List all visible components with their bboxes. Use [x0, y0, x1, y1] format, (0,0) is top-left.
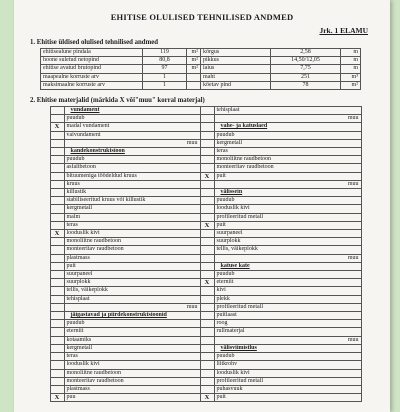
general-data-cell: maapealne korruste arv	[41, 73, 143, 81]
materials-table	[40, 106, 362, 402]
materials-row	[40, 197, 361, 205]
margin-cell	[40, 213, 50, 221]
left-mark-cell	[50, 164, 64, 172]
general-data-cell: 2,58	[271, 49, 341, 57]
general-data-cell: 1	[143, 81, 187, 89]
left-mark-cell	[50, 156, 64, 164]
document-title: EHITISE OLULISED TEHNILISED ANDMED	[110, 12, 294, 22]
margin-cell	[40, 107, 50, 115]
right-material-label: kergmetall	[214, 139, 361, 147]
document-subtitle: Jrk. 1 ELAMU	[319, 26, 368, 35]
left-material-label: puu	[64, 394, 200, 402]
margin-cell	[40, 344, 50, 352]
right-material-label: rullmaterjal	[214, 328, 361, 336]
materials-row	[40, 320, 361, 328]
margin-cell	[40, 369, 50, 377]
left-mark-cell	[50, 172, 64, 180]
left-mark-cell	[50, 115, 64, 123]
right-material-label: tellis, väikeplokk	[214, 246, 361, 254]
left-mark-cell	[50, 148, 64, 156]
margin-cell	[40, 148, 50, 156]
margin-cell	[40, 279, 50, 287]
margin-cell	[40, 221, 50, 229]
margin-cell	[40, 271, 50, 279]
left-material-label: looduslik kivi	[64, 230, 200, 238]
materials-row	[40, 336, 361, 344]
left-mark-cell	[50, 221, 64, 229]
left-material-label: madal vundament	[64, 123, 200, 131]
materials-row	[40, 303, 361, 311]
general-data-cell: hoone suletud netopind	[41, 57, 143, 65]
right-mark-cell: X	[200, 279, 214, 287]
right-mark-cell	[200, 254, 214, 262]
right-material-label: looduslik kivi	[214, 369, 361, 377]
general-data-cell: ehitise avatud brutopind	[41, 65, 143, 73]
right-mark-cell	[200, 312, 214, 320]
margin-cell	[40, 385, 50, 393]
right-mark-cell: X	[200, 172, 214, 180]
materials-row	[40, 205, 361, 213]
left-mark-cell	[50, 107, 64, 115]
margin-cell	[40, 262, 50, 270]
right-mark-cell	[200, 107, 214, 115]
right-mark-cell	[200, 295, 214, 303]
left-group-heading: jäigastavad ja piirdekonstruktsioonid	[64, 312, 200, 320]
general-data-cell: 14,50/12,05	[271, 57, 341, 65]
margin-cell	[40, 123, 50, 131]
margin-cell	[40, 246, 50, 254]
left-mark-cell	[50, 197, 64, 205]
right-material-label: puitlaast	[214, 312, 361, 320]
right-material-label: muu	[214, 115, 361, 123]
left-material-label: vaivundament	[64, 131, 200, 139]
right-mark-cell	[200, 328, 214, 336]
materials-row	[40, 238, 361, 246]
margin-cell	[40, 394, 50, 402]
materials-row	[40, 279, 361, 287]
right-material-label: puit	[214, 394, 361, 402]
materials-row	[40, 328, 361, 336]
general-data-cell: m	[341, 65, 361, 73]
right-material-label: liitkrohv	[214, 361, 361, 369]
margin-cell	[40, 180, 50, 188]
general-data-cell: 119	[143, 49, 187, 57]
margin-cell	[40, 189, 50, 197]
left-material-label: muu	[64, 303, 200, 311]
right-material-label: teras	[214, 148, 361, 156]
left-mark-cell: X	[50, 394, 64, 402]
left-material-label: asfaltbetoon	[64, 164, 200, 172]
general-data-cell	[187, 81, 201, 89]
left-material-label: teras	[64, 221, 200, 229]
right-material-label: profileeritud metall	[214, 303, 361, 311]
left-material-label: muu	[64, 139, 200, 147]
left-material-label: plastmass	[64, 254, 200, 262]
right-group-heading: vahe- ja katuslaed	[214, 123, 361, 131]
right-material-label: puit	[214, 172, 361, 180]
right-mark-cell	[200, 385, 214, 393]
margin-cell	[40, 115, 50, 123]
right-mark-cell	[200, 262, 214, 270]
right-material-label: puudub	[214, 353, 361, 361]
left-material-label: monteeritav raudbetoon	[64, 377, 200, 385]
materials-row	[40, 246, 361, 254]
margin-cell	[40, 254, 50, 262]
right-material-label: muu	[214, 254, 361, 262]
margin-cell	[40, 131, 50, 139]
left-material-label: suurpaneel	[64, 271, 200, 279]
left-mark-cell	[50, 320, 64, 328]
materials-row	[40, 312, 361, 320]
general-data-table	[40, 48, 361, 90]
materials-row	[40, 254, 361, 262]
left-mark-cell	[50, 189, 64, 197]
right-mark-cell	[200, 189, 214, 197]
margin-cell	[40, 336, 50, 344]
right-material-label: kivi	[214, 287, 361, 295]
left-material-label: puit	[64, 262, 200, 270]
right-mark-cell	[200, 115, 214, 123]
section2-title: 2. Ehitise materjalid (märkida X või"muu" korral materjal)	[30, 97, 205, 104]
materials-row	[40, 287, 361, 295]
right-material-label: roog	[214, 320, 361, 328]
materials-row	[40, 180, 361, 188]
left-material-label: monoliitne raudbetoon	[64, 238, 200, 246]
right-material-label: suurplokk	[214, 238, 361, 246]
general-data-cell: 80,8	[143, 57, 187, 65]
right-group-heading: välissein	[214, 189, 361, 197]
right-material-label: puit	[214, 221, 361, 229]
left-mark-cell: X	[50, 123, 64, 131]
left-mark-cell	[50, 205, 64, 213]
left-material-label: monoliitne raudbetoon	[64, 369, 200, 377]
left-material-label: suurplokk	[64, 279, 200, 287]
right-mark-cell	[200, 377, 214, 385]
left-mark-cell	[50, 254, 64, 262]
materials-row	[40, 344, 361, 352]
right-material-label: monoliitne raudbetoon	[214, 156, 361, 164]
document-page	[14, 0, 390, 412]
left-material-label: tehisplaat	[64, 295, 200, 303]
general-data-row	[41, 49, 361, 57]
left-mark-cell: X	[50, 230, 64, 238]
right-material-label: profileeritud metall	[214, 213, 361, 221]
materials-row	[40, 394, 361, 402]
general-data-cell: maksimaalne korruste arv	[41, 81, 143, 89]
general-data-cell: 97	[143, 65, 187, 73]
materials-row	[40, 164, 361, 172]
materials-row	[40, 213, 361, 221]
general-data-cell: kõrgus	[201, 49, 271, 57]
right-group-heading: katuse kate	[214, 262, 361, 270]
general-data-cell: m²	[187, 65, 201, 73]
left-mark-cell	[50, 344, 64, 352]
left-mark-cell	[50, 377, 64, 385]
general-data-row	[41, 65, 361, 73]
left-material-label: monteeritav raudbetoon	[64, 246, 200, 254]
general-data-cell: köetav pind	[201, 81, 271, 89]
materials-row	[40, 385, 361, 393]
left-material-label: puudub	[64, 115, 200, 123]
left-material-label: teras	[64, 353, 200, 361]
materials-row	[40, 189, 361, 197]
right-material-label: puudub	[214, 197, 361, 205]
left-material-label: kotaamiks	[64, 336, 200, 344]
margin-cell	[40, 353, 50, 361]
right-mark-cell	[200, 123, 214, 131]
margin-cell	[40, 164, 50, 172]
section1-title: 1. Ehitise üldised olulised tehnilised andmed	[30, 39, 159, 46]
general-data-cell: m²	[187, 57, 201, 65]
materials-row	[40, 377, 361, 385]
margin-cell	[40, 312, 50, 320]
materials-row	[40, 271, 361, 279]
right-mark-cell	[200, 246, 214, 254]
margin-cell	[40, 295, 50, 303]
general-data-cell: laius	[201, 65, 271, 73]
right-mark-cell	[200, 271, 214, 279]
right-mark-cell	[200, 139, 214, 147]
right-mark-cell	[200, 131, 214, 139]
materials-row	[40, 262, 361, 270]
left-material-label: kergmetall	[64, 344, 200, 352]
right-material-label: monteeritav raudbetoon	[214, 164, 361, 172]
right-mark-cell	[200, 287, 214, 295]
right-mark-cell: X	[200, 221, 214, 229]
general-data-cell: ehitisealune pindala	[41, 49, 143, 57]
left-material-label: tellis, väikeplokk	[64, 287, 200, 295]
right-mark-cell: X	[200, 394, 214, 402]
general-data-cell: 1	[143, 73, 187, 81]
left-group-heading: vundament	[64, 107, 200, 115]
right-mark-cell	[200, 148, 214, 156]
materials-row	[40, 131, 361, 139]
right-mark-cell	[200, 197, 214, 205]
general-data-cell: pikkus	[201, 57, 271, 65]
left-mark-cell	[50, 336, 64, 344]
right-mark-cell	[200, 156, 214, 164]
right-material-label: plekk	[214, 295, 361, 303]
materials-row	[40, 107, 361, 115]
materials-row	[40, 139, 361, 147]
left-material-label: looduslik kivi	[64, 361, 200, 369]
materials-row	[40, 221, 361, 229]
left-mark-cell	[50, 328, 64, 336]
left-mark-cell	[50, 131, 64, 139]
margin-cell	[40, 139, 50, 147]
left-material-label: kruus	[64, 180, 200, 188]
left-material-label: stabiliseeritud kruus või killustik	[64, 197, 200, 205]
margin-cell	[40, 303, 50, 311]
margin-cell	[40, 238, 50, 246]
general-data-cell: m	[341, 57, 361, 65]
right-material-label: puudub	[214, 131, 361, 139]
general-data-row	[41, 57, 361, 65]
right-material-label: looduslik kivi	[214, 205, 361, 213]
margin-cell	[40, 328, 50, 336]
left-mark-cell	[50, 287, 64, 295]
left-mark-cell	[50, 295, 64, 303]
right-material-label: muu	[214, 180, 361, 188]
general-data-cell: 7,75	[271, 65, 341, 73]
right-material-label: profileeritud metall	[214, 377, 361, 385]
general-data-cell: maht	[201, 73, 271, 81]
left-mark-cell	[50, 246, 64, 254]
left-group-heading: kandekonstruktsioon	[64, 148, 200, 156]
right-mark-cell	[200, 164, 214, 172]
general-data-cell	[187, 73, 201, 81]
general-data-row	[41, 73, 361, 81]
margin-cell	[40, 156, 50, 164]
left-mark-cell	[50, 262, 64, 270]
general-data-row	[41, 81, 361, 89]
materials-row	[40, 295, 361, 303]
materials-row	[40, 148, 361, 156]
left-mark-cell	[50, 213, 64, 221]
right-mark-cell	[200, 344, 214, 352]
margin-cell	[40, 197, 50, 205]
right-mark-cell	[200, 336, 214, 344]
left-mark-cell	[50, 361, 64, 369]
general-data-cell: m	[341, 49, 361, 57]
margin-cell	[40, 361, 50, 369]
left-mark-cell	[50, 139, 64, 147]
left-mark-cell	[50, 279, 64, 287]
left-mark-cell	[50, 303, 64, 311]
left-mark-cell	[50, 369, 64, 377]
margin-cell	[40, 320, 50, 328]
left-material-label: plastmass	[64, 385, 200, 393]
right-mark-cell	[200, 353, 214, 361]
general-data-cell: 78	[271, 81, 341, 89]
materials-row	[40, 353, 361, 361]
general-data-cell: 251	[271, 73, 341, 81]
right-mark-cell	[200, 230, 214, 238]
right-group-heading: välisviimistlus	[214, 344, 361, 352]
right-material-label: suurpaneel	[214, 230, 361, 238]
left-material-label: puudub	[64, 320, 200, 328]
left-material-label: malm	[64, 213, 200, 221]
materials-row	[40, 230, 361, 238]
general-data-cell: m³	[341, 73, 361, 81]
left-mark-cell	[50, 312, 64, 320]
left-mark-cell	[50, 238, 64, 246]
left-material-label: bituumeniga töödeldud kruus	[64, 172, 200, 180]
margin-cell	[40, 230, 50, 238]
left-material-label: killustik	[64, 189, 200, 197]
margin-cell	[40, 205, 50, 213]
right-mark-cell	[200, 238, 214, 246]
general-data-cell: m²	[187, 49, 201, 57]
right-mark-cell	[200, 213, 214, 221]
materials-row	[40, 156, 361, 164]
right-material-label: muu	[214, 336, 361, 344]
materials-row	[40, 369, 361, 377]
materials-row	[40, 123, 361, 131]
left-material-label: kergmetall	[64, 205, 200, 213]
right-mark-cell	[200, 180, 214, 188]
left-mark-cell	[50, 385, 64, 393]
right-mark-cell	[200, 205, 214, 213]
left-mark-cell	[50, 353, 64, 361]
left-material-label: puudub	[64, 156, 200, 164]
general-data-cell: m²	[341, 81, 361, 89]
right-mark-cell	[200, 369, 214, 377]
left-mark-cell	[50, 180, 64, 188]
margin-cell	[40, 377, 50, 385]
right-material-label: puudub	[214, 271, 361, 279]
right-material-label: tehisplaat	[214, 107, 361, 115]
left-material-label: eterniit	[64, 328, 200, 336]
left-mark-cell	[50, 271, 64, 279]
right-mark-cell	[200, 303, 214, 311]
right-material-label: eterniit	[214, 279, 361, 287]
materials-row	[40, 172, 361, 180]
materials-row	[40, 361, 361, 369]
materials-row	[40, 115, 361, 123]
right-material-label: puhasvuuk	[214, 385, 361, 393]
right-mark-cell	[200, 320, 214, 328]
margin-cell	[40, 287, 50, 295]
margin-cell	[40, 172, 50, 180]
right-mark-cell	[200, 361, 214, 369]
